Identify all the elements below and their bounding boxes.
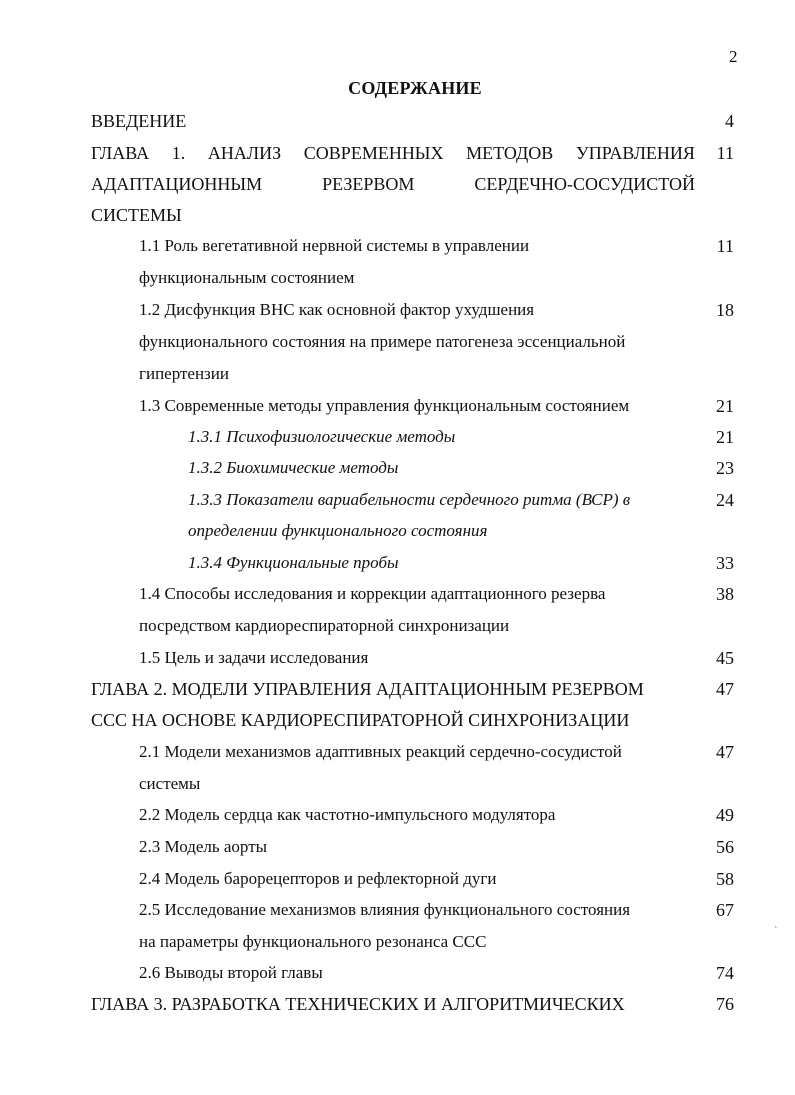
toc-page-1-3-4: 33 <box>716 553 734 573</box>
toc-entry-1-2-line1: 1.2 Дисфункция ВНС как основной фактор ухудшения <box>139 300 535 319</box>
toc-entry-chapter-2-line2: ССС НА ОСНОВЕ КАРДИОРЕСПИРАТОРНОЙ СИНХРОНИЗАЦИИ <box>91 710 630 730</box>
toc-page-2-5: 67 <box>716 900 734 920</box>
toc-page-2-2: 49 <box>716 805 734 825</box>
toc-page-1-3: 21 <box>716 396 734 416</box>
word: УПРАВЛЕНИЯ <box>575 143 695 163</box>
toc-entry-1-1-line1: 1.1 Роль вегетативной нервной системы в управлении <box>139 236 530 255</box>
toc-entry-2-2: 2.2 Модель сердца как частотно-импульсного модулятора <box>139 805 556 824</box>
toc-entry-2-5-line2: на параметры функционального резонанса ССС <box>139 932 487 951</box>
toc-page-2-1: 47 <box>716 742 734 762</box>
toc-page-1-5: 45 <box>716 648 734 668</box>
toc-entry-1-3-1: 1.3.1 Психофизиологические методы <box>188 427 456 446</box>
toc-entry-2-1-line2: системы <box>139 774 201 793</box>
toc-entry-1-3-3-line1: 1.3.3 Показатели вариабельности сердечного ритма (ВСР) в <box>188 490 631 509</box>
toc-entry-2-5-line1: 2.5 Исследование механизмов влияния функционального состояния <box>139 900 631 919</box>
toc-entry-1-3: 1.3 Современные методы управления функциональным состоянием <box>139 396 630 415</box>
toc-entry-chapter-2-line1: ГЛАВА 2. МОДЕЛИ УПРАВЛЕНИЯ АДАПТАЦИОННЫМ РЕЗЕРВОМ <box>91 679 644 699</box>
toc-entry-chapter-1-line1 <box>91 143 695 163</box>
word: СОВРЕМЕННЫХ <box>303 143 444 163</box>
toc-page-chapter-3: 76 <box>716 994 734 1014</box>
toc-entry-1-2-line2: функционального состояния на примере патогенеза эссенциальной <box>139 332 626 351</box>
word: ГЛАВА <box>91 143 150 163</box>
toc-entry-1-4-line2: посредством кардиореспираторной синхронизации <box>139 616 510 635</box>
toc-entry-2-1-line1: 2.1 Модели механизмов адаптивных реакций сердечно-сосудистой <box>139 742 622 761</box>
toc-page-chapter-2: 47 <box>716 679 734 699</box>
toc-entry-intro: ВВЕДЕНИЕ <box>91 111 187 131</box>
word: МЕТОДОВ <box>466 143 554 163</box>
page-number: 2 <box>729 47 738 66</box>
word: АНАЛИЗ <box>207 143 282 163</box>
toc-entry-chapter-1-line3: СИСТЕМЫ <box>91 205 182 225</box>
toc-entry-2-6: 2.6 Выводы второй главы <box>139 963 323 982</box>
toc-page-1-4: 38 <box>716 584 734 604</box>
toc-page-chapter-1: 11 <box>716 143 734 163</box>
toc-entry-1-3-4: 1.3.4 Функциональные пробы <box>188 553 399 572</box>
toc-page-intro: 4 <box>725 111 734 131</box>
toc-entry-1-3-2: 1.3.2 Биохимические методы <box>188 458 399 477</box>
toc-entry-1-3-3-line2: определении функционального состояния <box>188 521 488 540</box>
toc-entry-1-1-line2: функциональным состоянием <box>139 268 355 287</box>
toc-entry-1-2-line3: гипертензии <box>139 364 229 383</box>
toc-entry-1-4-line1: 1.4 Способы исследования и коррекции адаптационного резерва <box>139 584 606 603</box>
word: РЕЗЕРВОМ <box>322 174 415 194</box>
word: 1. <box>171 143 186 163</box>
word: АДАПТАЦИОННЫМ <box>91 174 263 194</box>
toc-entry-chapter-1-line2 <box>91 174 695 194</box>
scan-speck: ˋ <box>774 926 778 937</box>
toc-entry-1-5: 1.5 Цель и задачи исследования <box>139 648 369 667</box>
toc-page-2-4: 58 <box>716 869 734 889</box>
toc-entry-chapter-3: ГЛАВА 3. РАЗРАБОТКА ТЕХНИЧЕСКИХ И АЛГОРИТМИЧЕСКИХ <box>91 994 625 1014</box>
toc-page-1-3-1: 21 <box>716 427 734 447</box>
toc-page-2-3: 56 <box>716 837 734 857</box>
toc-page-1-3-3: 24 <box>716 490 734 510</box>
toc-page-2-6: 74 <box>716 963 734 983</box>
toc-page-1-2: 18 <box>716 300 734 320</box>
toc-page-1-3-2: 23 <box>716 458 734 478</box>
page-title: СОДЕРЖАНИЕ <box>348 78 482 98</box>
toc-entry-2-4: 2.4 Модель барорецепторов и рефлекторной дуги <box>139 869 497 888</box>
toc-page-1-1: 11 <box>716 236 734 256</box>
toc-entry-2-3: 2.3 Модель аорты <box>139 837 268 856</box>
word: СЕРДЕЧНО-СОСУДИСТОЙ <box>474 174 695 194</box>
